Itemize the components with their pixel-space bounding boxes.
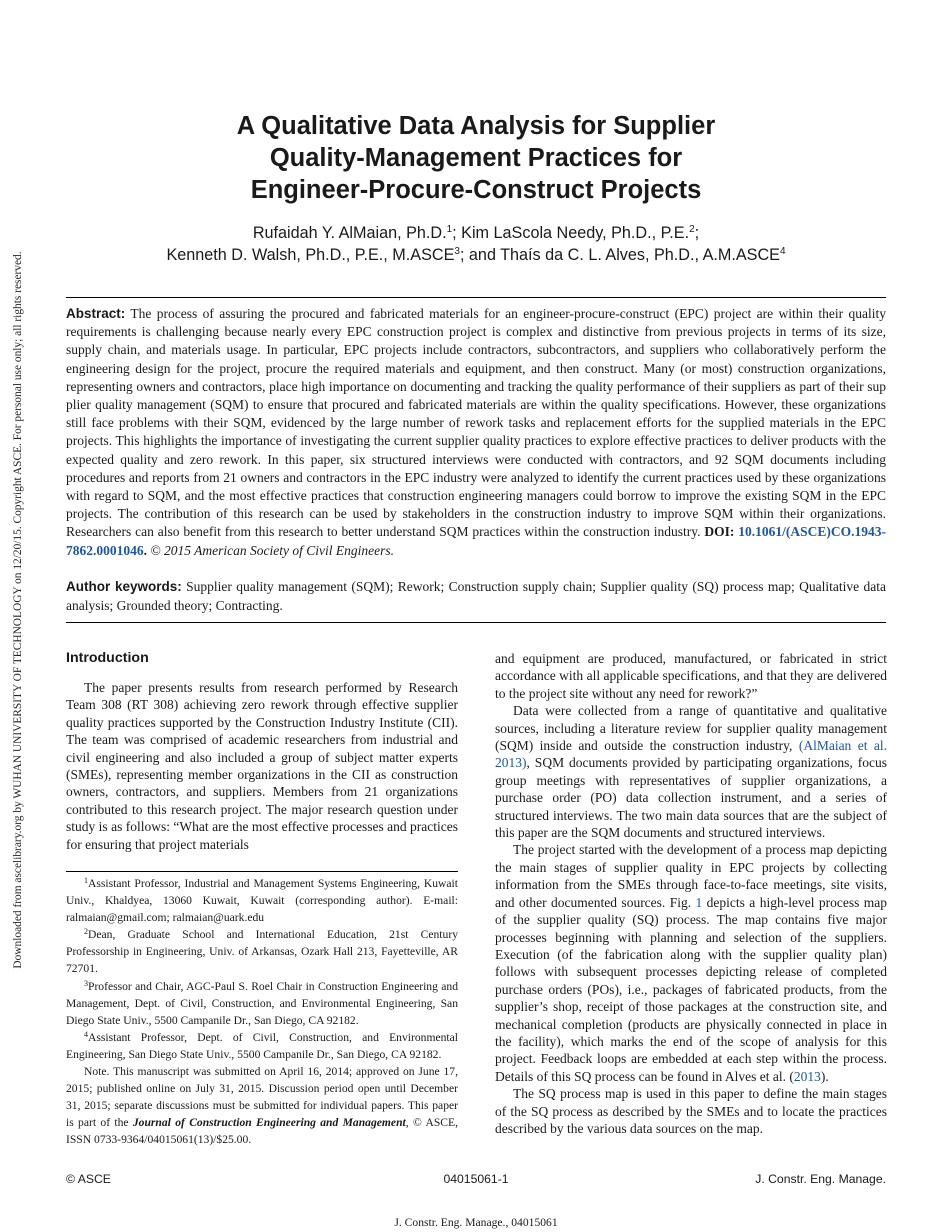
footnote-rule xyxy=(66,871,458,872)
left-column xyxy=(66,649,458,853)
abstract: Abstract: The process of assuring the procured and fabricated materials for an engineer-procure-construct (EPC) project are within their quality requirements is challenging because nearly every EPC construction project is complex and distinctive from previous projects in terms of its size, supply chain, and materials usage. In particular, EPC projects include contractors, subcontractors, and suppliers who collaboratively perform the engineering design for the project, procure the required materials and equipment, and then construct. Many (or most) construction organizations, representing owners and contractors, place high importance on documenting and tracking the quality performance of their suppliers as part of their sup plier quality management (SQM) to ensure that procured and fabricated materials are within the quality specifications. However, these organizations still face problems with their SQM, evidenced by the large number of rework tasks and replacement efforts for the supplied materials in the EPC projects. This highlights the importance of investigating the current supplier quality practices to explore effective practices to deliver products with the expected quality and zero rework. In this paper, six structured interviews were conducted with contractors, and 92 SQM documents including procedures and reports from 21 owners and contractors in the EPC industry were analyzed to identify the current practices used by these organizations with regard to SQM, and the most effective practices that construction engineering managers could borrow to improve the existing SQM in the EPC projects. The contribution of this research can be used by stakeholders in the construction industry to improve SQM within their organizations. Researchers can also benefit from this research to better understand SQM practices within the construction industry. DOI: 10.1061/(ASCE)CO.1943-7862.0001046. © 2015 American Society of Civil Engineers. xyxy=(66,306,887,558)
paper-title xyxy=(90,110,862,206)
introduction-heading: Introduction xyxy=(66,650,149,666)
author-4: ; and Thaís da C. L. Alves, Ph.D., A.M.ASCE xyxy=(459,246,780,264)
title-line-1: A Qualitative Data Analysis for Supplier xyxy=(236,112,716,140)
author-3: Kenneth D. Walsh, Ph.D., P.E., M.ASCE xyxy=(166,246,455,264)
author-4-affiliation: 4 xyxy=(779,246,786,257)
keywords xyxy=(66,578,886,615)
abstract-label: Abstract: xyxy=(66,306,126,321)
author-1-affiliation: 1 xyxy=(446,224,453,235)
title-line-2: Quality-Management Practices for xyxy=(269,144,683,172)
right-paragraph-3: The SQ process map is used in this paper to define the main stages of the SQ process as described by the SMEs and to locate the practices described by the various data sources on the map. xyxy=(495,1086,887,1136)
keywords-text: Supplier quality management (SQM); Rework; Construction supply chain; Supplier quality (SQ) process map; Qualitative data analysis; Grounded theory; Contracting. xyxy=(66,579,886,613)
copyright-notice: © 2015 American Society of Civil Engineers. xyxy=(150,542,394,558)
author-line-1 xyxy=(66,222,886,244)
citation-alves-2013[interactable]: 2013 xyxy=(793,1068,821,1084)
keywords-label: Author keywords: xyxy=(66,579,182,594)
right-column xyxy=(495,650,887,1137)
footnote-4: $^4$Assistant Professor, Dept. of Civil, Construction, and Environmental Engineering, San Diego State Univ., 5500 Campanile Dr., San Diego, CA 92182. xyxy=(66,1029,458,1061)
abstract-top-rule xyxy=(66,297,886,298)
author-3-affiliation: 3 xyxy=(454,246,460,257)
doi-link[interactable]: 10.1061/(ASCE)CO.1943-7862.0001046 xyxy=(66,524,887,558)
submission-note: Note. This manuscript was submitted on April 16, 2014; approved on June 17, 2015; published online on July 31, 2015. Discussion period open until December 31, 2015; separate discussions must be submitted for individual papers. This paper is part of the Journal of Construction Engineering and Management, © ASCE, ISSN 0733-9364/04015061(13)/$25.00. xyxy=(66,1065,458,1147)
footer-journal: J. Constr. Eng. Manage. xyxy=(755,1172,886,1186)
footnote-3: $^3$Professor and Chair, AGC-Paul S. Roel Chair in Construction Engineering and Management, Dept. of Civil, Construction, and Environmental Engineering, San Diego State Univ., 5500 Campanile Dr., San Diego, CA 92182. xyxy=(66,978,458,1027)
right-paragraph-1: Data were collected from a range of quantitative and qualitative sources, including a literature review for supplier quality management (SQM) inside and outside the construction industry, (AlMaian et al. 2013), SQM documents provided by participating organizations, focus group meetings with representatives of supplier organizations, a purchase order (PO) data collection instrument, and a series of structured interviews. The two main data sources that are the subject of this paper are the SQM documents and structured interviews. xyxy=(495,703,887,841)
title-line-3: Engineer-Procure-Construct Projects xyxy=(250,176,702,204)
intro-paragraph-1: The paper presents results from research performed by Research Team 308 (RT 308) achieving zero rework through effective supplier quality practices supported by the Construction Industry Institute (CII). The team was comprised of academic researchers from industrial and civil engineering and also included a group of subject matter experts (SMEs), representing member organizations in the CII as construction owners, contractors, and suppliers. Members from 21 organizations contributed to this research project. The major research question under study is as follows: “What are the most effective processes and practices for ensuring that project materials xyxy=(66,680,458,852)
author-1: Rufaidah Y. AlMaian, Ph.D. xyxy=(252,224,447,242)
right-paragraph-2: The project started with the development of a process map depicting the main stages of supplier quality in EPC projects by collecting information from the SMEs through face-to-face meetings, site visits, and other documented sources. Fig. 1 depicts a high-level process map of the supplier quality (SQ) process. The map contains five major processes beginning with planning and selection of the suppliers. Execution (of the fabrication along with the supplier quality plan) follows with subsequent processes depicting release of completed purchase orders (POs), i.e., packages of fabricated products, from the supplier’s shop, receipt of those packages at the construction site, and mechanical completion (products are physically connected in place in the facility), which marks the end of the scope of analysis for this project. Feedback loops are embedded at each step within the process. Details of this SQ process can be found in Alves et al. (2013). xyxy=(495,842,887,1084)
author-2: ; Kim LaScola Needy, Ph.D., P.E. xyxy=(452,224,690,242)
doi-label: DOI: xyxy=(704,524,735,540)
author-separator: ; xyxy=(694,224,700,242)
author-2-affiliation: 2 xyxy=(689,224,695,235)
footnotes xyxy=(66,875,458,1149)
figure-1-link[interactable]: 1 xyxy=(695,894,703,910)
abstract-bottom-rule xyxy=(66,622,886,623)
right-paragraph-0: and equipment are produced, manufactured, or fabricated in strict accordance with all applicable specifications, and that they are delivered to the project site without any need for rework?” xyxy=(495,651,887,701)
author-list xyxy=(66,222,886,266)
citation-almaian-2013[interactable]: (AlMaian et al. 2013) xyxy=(495,738,887,771)
running-citation: J. Constr. Eng. Manage., 04015061 xyxy=(394,1216,558,1229)
footer-page-id: 04015061-1 xyxy=(443,1172,509,1186)
journal-name: Journal of Construction Engineering and Management xyxy=(132,1116,406,1130)
abstract-text: The process of assuring the procured and fabricated materials for an engineer-procure-construct (EPC) project are within their quality requirements is challenging because nearly every EPC construction project is complex and distinctive from previous projects in terms of its size, supply chain, and materials usage. In particular, EPC projects include contractors, subcontractors, and suppliers who collaboratively perform the engineering design for the project, procure the required materials and equipment, and then construct. Many (or most) construction organizations, representing owners and contractors, place high importance on documenting and tracking the quality performance of their suppliers as part of their sup plier quality management (SQM) to ensure that procured and fabricated materials are within the quality specifications. However, these organizations still face problems with their SQM, evidenced by the large number of rework tasks and replacement efforts for the supplied materials in the EPC projects. This highlights the importance of investigating the current supplier quality practices to explore effective practices to deliver products with the expected quality and zero rework. In this paper, six structured interviews were conducted with contractors, and 92 SQM documents including procedures and reports from 21 owners and contractors in the EPC industry were analyzed to identify the current practices used by these organizations with regard to SQM, and the most effective practices that construction engineering managers could borrow to improve the existing SQM in the EPC projects. The contribution of this research can be used by stakeholders in the construction industry to improve SQM within their organizations. Researchers can also benefit from this research to better understand SQM practices within the construction industry. xyxy=(66,306,886,540)
footer-left: © ASCE xyxy=(66,1172,111,1186)
footnote-2: $^2$Dean, Graduate School and International Education, 21st Century Professorship in Engineering, Univ. of Arkansas, Ozark Hall 213, Fayetteville, AR 72701. xyxy=(66,927,458,976)
download-notice: Downloaded from ascelibrary.org by WUHAN UNIVERSITY OF TECHNOLOGY on 12/20/15. Copyright ASCE. For personal use only; all rights reserved. xyxy=(12,251,24,969)
author-line-2 xyxy=(66,244,886,266)
footnote-1: $^1$Assistant Professor, Industrial and Management Systems Engineering, Kuwait Univ., Khaldyea, 13060 Kuwait, Kuwait (corresponding author). E-mail: ralmaian@gmail.com; ralmaian@uark.edu xyxy=(66,876,458,925)
